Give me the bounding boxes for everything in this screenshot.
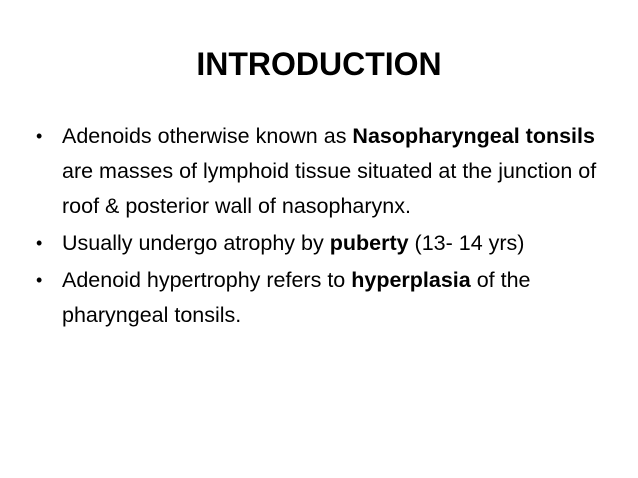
bullet-text: (13- 14 yrs) <box>408 231 525 255</box>
bullet-list <box>36 119 626 335</box>
bullet-bold-text: hyperplasia <box>351 268 471 292</box>
bullet-item <box>36 226 626 261</box>
bullet-dot-icon: • <box>36 270 43 290</box>
bullet-text: of the pharyngeal tonsils. <box>62 268 531 327</box>
bullet-text: Adenoids otherwise known as <box>62 124 353 148</box>
bullet-dot-icon: • <box>36 126 43 146</box>
bullet-item <box>36 263 626 333</box>
slide-title: INTRODUCTION <box>196 46 442 82</box>
bullet-dot-icon: • <box>36 233 43 253</box>
bullet-text: Usually undergo atrophy by <box>62 231 330 255</box>
bullet-bold-text: puberty <box>329 231 409 255</box>
bullet-bold-text: Nasopharyngeal tonsils <box>352 124 595 148</box>
bullet-item <box>36 119 626 224</box>
bullet-text: Adenoid hypertrophy refers to <box>62 268 352 292</box>
bullet-text: are masses of lymphoid tissue situated at the junction of roof & posterior wall of nasopharynx. <box>62 159 597 218</box>
